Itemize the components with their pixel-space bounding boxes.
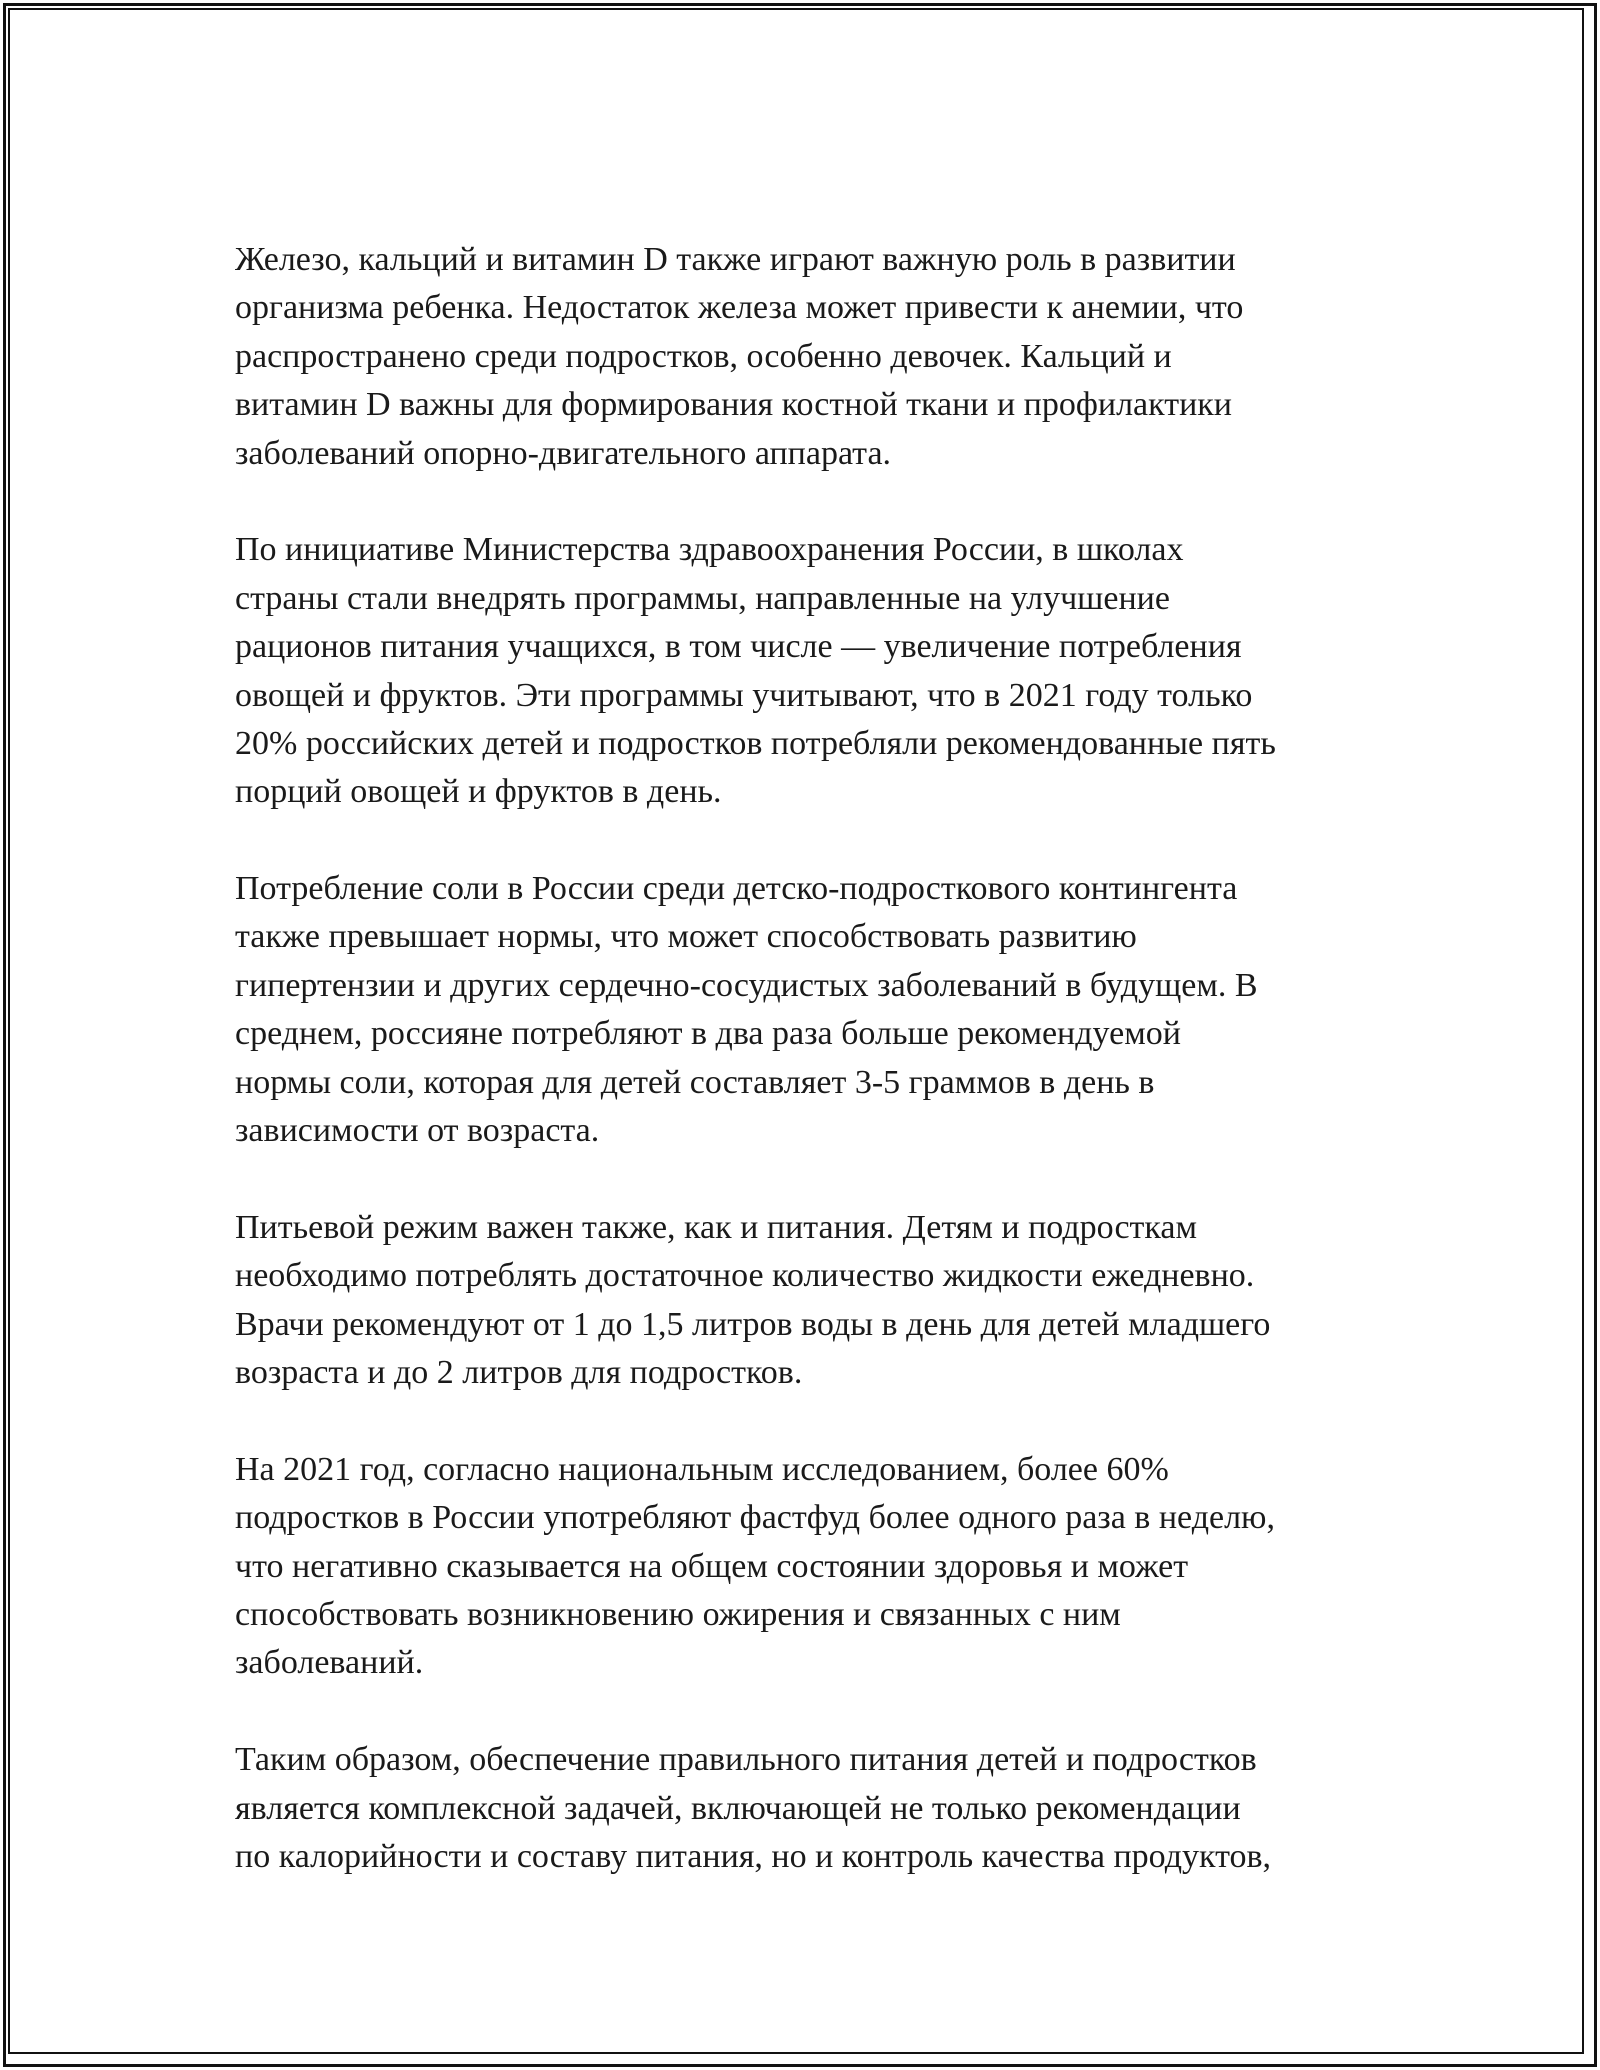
- text-line: Питьевой режим важен также, как и питания. Детям и подросткам: [235, 1208, 1198, 1246]
- text-line: способствовать возникновению ожирения и связанных с ним: [235, 1595, 1121, 1633]
- text-line: является комплексной задачей, включающей не только рекомендации: [235, 1789, 1241, 1827]
- text-line: порций овощей и фруктов в день.: [235, 773, 722, 811]
- text-line: нормы соли, которая для детей составляет 3-5 граммов в день в: [235, 1063, 1155, 1101]
- text-line: также превышает нормы, что может способствовать развитию: [235, 918, 1137, 956]
- text-line: возраста и до 2 литров для подростков.: [235, 1353, 803, 1391]
- text-line: заболеваний.: [235, 1644, 424, 1682]
- text-line: По инициативе Министерства здравоохранения России, в школах: [235, 531, 1184, 569]
- text-line: витамин D важны для формирования костной ткани и профилактики: [235, 386, 1232, 424]
- text-line: подростков в России употребляют фастфуд более одного раза в неделю,: [235, 1499, 1275, 1537]
- paragraph-conclusion: [235, 1736, 1405, 1881]
- paragraph-nutrients: [235, 236, 1405, 478]
- text-line: заболеваний опорно-двигательного аппарата.: [235, 434, 892, 472]
- text-line: гипертензии и других сердечно-сосудистых заболеваний в будущем. В: [235, 966, 1258, 1004]
- text-line: Потребление соли в России среди детско-подросткового контингента: [235, 870, 1238, 908]
- paragraph-drinking: [235, 1204, 1405, 1398]
- text-line: 20% российских детей и подростков потребляли рекомендованные пять: [235, 724, 1276, 762]
- text-line: среднем, россияне потребляют в два раза больше рекомендуемой: [235, 1015, 1181, 1053]
- text-line: организма ребенка. Недостаток железа может привести к анемии, что: [235, 289, 1244, 327]
- text-line: Таким образом, обеспечение правильного питания детей и подростков: [235, 1741, 1257, 1779]
- paragraph-salt: [235, 865, 1405, 1155]
- paragraph-fastfood: [235, 1446, 1405, 1688]
- document-body: [235, 236, 1405, 1930]
- text-line: распространено среди подростков, особенно девочек. Кальций и: [235, 337, 1172, 375]
- text-line: по калорийности и составу питания, но и контроль качества продуктов,: [235, 1837, 1272, 1875]
- text-line: Врачи рекомендуют от 1 до 1,5 литров воды в день для детей младшего: [235, 1305, 1271, 1343]
- text-line: рационов питания учащихся, в том числе — увеличение потребления: [235, 628, 1242, 666]
- paragraph-school-programs: [235, 526, 1405, 816]
- text-line: что негативно сказывается на общем состоянии здоровья и может: [235, 1547, 1189, 1585]
- text-line: зависимости от возраста.: [235, 1112, 600, 1150]
- text-line: Железо, кальций и витамин D также играют важную роль в развитии: [235, 241, 1236, 278]
- text-line: На 2021 год, согласно национальным исследованием, более 60%: [235, 1450, 1169, 1488]
- text-line: овощей и фруктов. Эти программы учитывают, что в 2021 году только: [235, 676, 1253, 714]
- text-line: страны стали внедрять программы, направленные на улучшение: [235, 579, 1170, 617]
- text-line: необходимо потреблять достаточное количество жидкости ежедневно.: [235, 1257, 1255, 1295]
